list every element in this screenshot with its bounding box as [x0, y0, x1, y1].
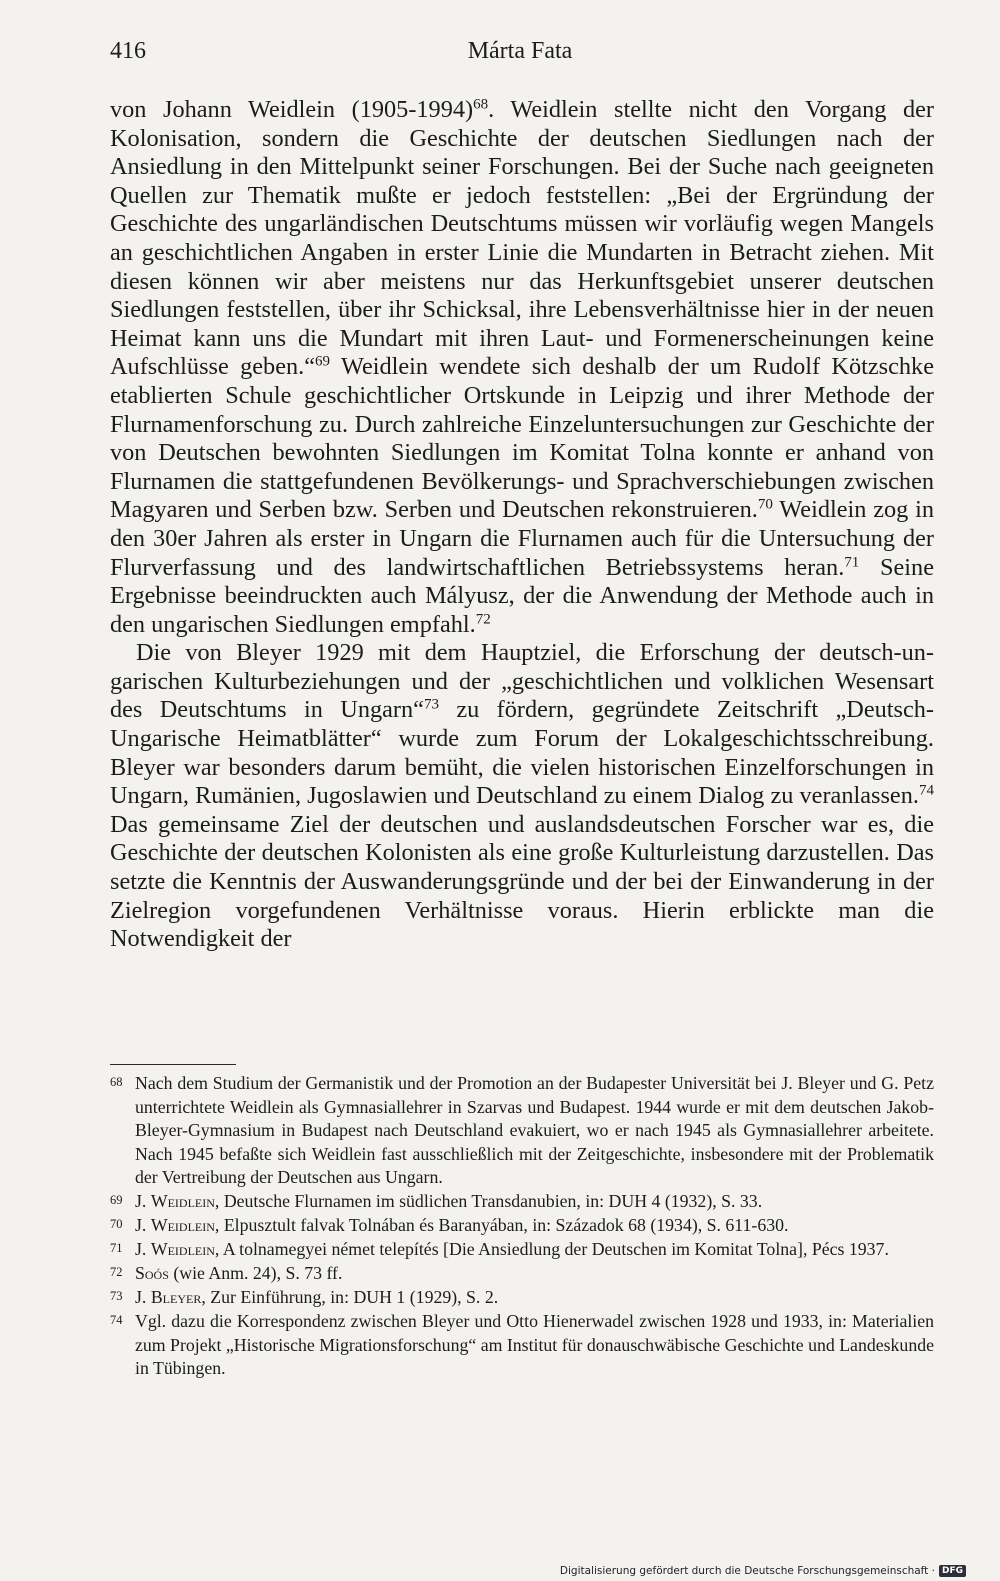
footnote-text: (wie Anm. 24), S. 73 ff. [168, 1263, 343, 1283]
author-name: Bleyer [150, 1287, 202, 1307]
footnote-prefix: J. [135, 1215, 151, 1235]
footnote-number: 68 [110, 1075, 123, 1089]
footnote-text: , A tolnamegyei német telepítés [Die Ansiedlung der Deutschen im Komitat Tolna], Pécs 1937. [214, 1239, 889, 1259]
page-number: 416 [110, 38, 146, 64]
paragraph-2 [110, 639, 934, 954]
footnote-number: 70 [110, 1217, 123, 1231]
footnote-70 [110, 1214, 934, 1238]
digitization-credit [560, 1565, 966, 1577]
footnotes [110, 1072, 934, 1381]
text-span: zu fördern, gegründete Zeitschrift „Deutsch-Ungarische Heimatblätter“ wurde zum Forum der Lokalgeschichtsschreibung. Bleyer war besonders darum bemüht, die vielen historischen Einzelforschungen in Ungarn, Rumänien, Jugoslawien und Deutschland zu einem Dialog zu veranlassen. [110, 696, 934, 810]
footnote-ref-74[interactable]: 74 [918, 782, 934, 799]
footnote-text: Nach dem Studium der Germanistik und der Promotion an der Budapester Universität bei J. Bleyer und G. Petz unterrichtete Weidlein als Gymnasiallehrer in Szarvas und Budapest. 1944 wurde er mit dem deutschen Jakob-Bleyer-Gymnasium in Budapest nach Deutschland evakuiert, wo er nach 1945 als Gymnasiallehrer arbeitete. Nach 1945 befaßte sich Weidlein fast ausschließlich mit der Zeitgeschichte, insbesondere mit der Problematik der Vertreibung der Deutschen aus Ungarn. [135, 1073, 934, 1187]
text-span: Seine Ergebnisse beeindruckten auch Mályusz, der die Anwendung der Methode auch in den ungarischen Siedlungen empfahl. [110, 553, 934, 638]
credit-text: Digitalisierung gefördert durch die Deutsche Forschungsgemeinschaft · [559, 1565, 935, 1577]
author-name: Weidlein [150, 1215, 215, 1235]
footnote-74 [110, 1310, 934, 1381]
footnote-text: , Zur Einführung, in: DUH 1 (1929), S. 2. [201, 1287, 499, 1307]
footnote-ref-68[interactable]: 68 [473, 96, 489, 113]
running-head-author: Márta Fata [467, 38, 573, 64]
footnote-ref-69[interactable]: 69 [315, 354, 331, 371]
text-span: Weidlein wendete sich deshalb der um Rudolf Kötzschke etablierten Schule geschichtlicher Ortskunde in Leipzig und ihrer Methode der Flurnamenforschung zu. Durch zahlreiche Einzeluntersuchungen zur Geschichte der von Deutschen bewohnten Siedlungen im Komitat Tolna konnte er anhand von Flurnamen die stattgefundenen Bevölkerungs- und Sprachverschiebungen zwischen Magyaren und Serben bzw. Serben und Deutschen rekonstruieren. [110, 353, 934, 524]
footnote-prefix: J. [135, 1239, 151, 1259]
footnote-ref-71[interactable]: 71 [844, 554, 860, 571]
text-span: . Weidlein stellte nicht den Vorgang der Kolonisation, sondern die Geschichte der deutschen Siedlungen nach der Ansiedlung in den Mittelpunkt seiner Forschungen. Bei der Suche nach geeigneten Quellen zur Thematik mußte er jedoch feststellen: „Bei der Ergründung der Geschichte des ungarländischen Deutschtums müssen wir vorläufig wegen Mangels an geschichtlichen Angaben in erster Linie die Mundarten in Betracht ziehen. Mit diesen können wir aber meistens nur das Herkunftsgebiet unserer deutschen Siedlungen feststellen, über ihr Schicksal, ihre Lebensverhältnisse hier in der neuen Heimat kann uns die Mundart mit ihren Laut- und Formenerscheinungen keine Aufschlüsse geben.“ [110, 96, 934, 381]
footnote-68 [110, 1072, 934, 1190]
footnote-71 [110, 1238, 934, 1262]
footnote-72 [110, 1262, 934, 1286]
footnote-number: 71 [110, 1241, 123, 1255]
footnote-ref-73[interactable]: 73 [423, 697, 439, 714]
page-header [110, 38, 930, 70]
footnote-text: , Deutsche Flurnamen im südlichen Transdanubien, in: DUH 4 (1932), S. 33. [214, 1191, 763, 1211]
footnote-ref-70[interactable]: 70 [757, 497, 773, 514]
footnote-text: Vgl. dazu die Korrespondenz zwischen Bleyer und Otto Hienerwadel zwischen 1928 und 1933, in: Materialien zum Projekt „Historische Migrationsforschung“ am Institut für donauschwäbische Geschichte und Landeskunde in Tübingen. [135, 1311, 934, 1378]
footnote-divider [110, 1064, 236, 1065]
footnote-number: 69 [110, 1193, 123, 1207]
footnote-prefix: J. [135, 1287, 151, 1307]
dfg-logo-icon: DFG [939, 1565, 966, 1577]
footnote-number: 73 [110, 1289, 123, 1303]
author-name: Weidlein [150, 1191, 215, 1211]
text-span: Die von Bleyer 1929 mit dem Hauptziel, die Erforschung der deutsch-ungarischen Kulturbeziehungen und der „geschichtlichen und volklichen Wesensart des Deutschtums in Ungarn“ [110, 639, 934, 724]
footnote-number: 74 [110, 1313, 123, 1327]
footnote-ref-72[interactable]: 72 [475, 611, 491, 628]
text-span: Das gemeinsame Ziel der deutschen und auslandsdeutschen Forscher war es, die Geschichte der deutschen Kolonisten als eine große Kulturleistung darzustellen. Das setzte die Kenntnis der Auswanderungsgründe und der bei der Einwanderung in der Zielregion vorgefundenen Verhältnisse voraus. Hierin erblickte man die Notwendigkeit der [110, 810, 934, 953]
footnote-69 [110, 1190, 934, 1214]
text-span: von Johann Weidlein (1905-1994) [110, 96, 474, 123]
footnote-number: 72 [110, 1265, 123, 1279]
paragraph-1 [110, 96, 934, 639]
text-span: Weidlein zog in den 30er Jahren als erster in Ungarn die Flurnamen auch für die Untersuchung der Flurverfassung und des landwirtschaftlichen Betriebssystems heran. [110, 496, 934, 581]
main-text [110, 96, 934, 954]
footnote-text: , Elpusztult falvak Tolnában és Baranyában, in: Századok 68 (1934), S. 611-630. [214, 1215, 789, 1235]
footnote-73 [110, 1286, 934, 1310]
author-name: Weidlein [150, 1239, 215, 1259]
author-name: Soós [135, 1263, 169, 1283]
footnote-prefix: J. [135, 1191, 151, 1211]
